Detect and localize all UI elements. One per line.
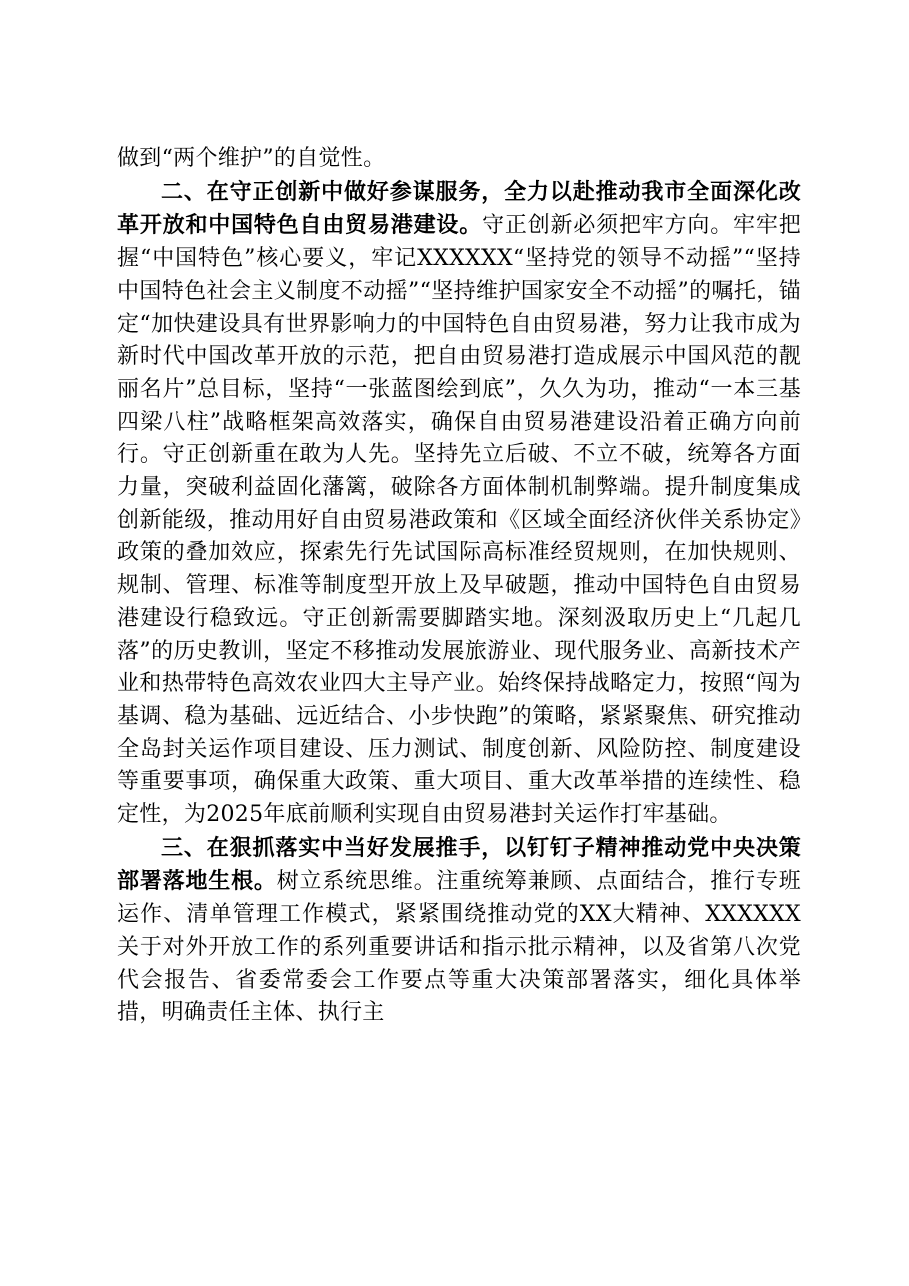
paragraph-2-text: 守正创新必须把牢方向。牢牢把握“中国特色”核心要义，牢记XXXXXX“坚持党的领导不动摇”“坚持中国特色社会主义制度不动摇”“坚持维护国家安全不动摇”的嘱托，锚定“加快建设具有世界影响力的中国特色自由贸易港，努力让我市成为新时代中国改革开放的示范，把自由贸易港打造成展示中国风范的靓丽名片”总目标，坚持“一张蓝图绘到底”，久久为功，推动“一本三基四梁八柱”战略框架高效落实，确保自由贸易港建设沿着正确方向前行。守正创新重在敢为人先。坚持先立后破、不立不破，统筹各方面力量，突破利益固化藩篱，破除各方面体制机制弊端。提升制度集成创新能级，推动用好自由贸易港政策和《区域全面经济伙伴关系协定》政策的叠加效应，探索先行先试国际高标准经贸规则，在加快规则、规制、管理、标准等制度型开放上及早破题，推动中国特色自由贸易港建设行稳致远。守正创新需要脚踏实地。深刻汲取历史上“几起几落”的历史教训，坚定不移推动发展旅游业、现代服务业、高新技术产业和热带特色高效农业四大主导产业。始终保持战略定力，按照“闯为基调、稳为基础、远近结合、小步快跑”的策略，紧紧聚焦、研究推动全岛封关运作项目建设、压力测试、制度创新、风险防控、制度建设等重要事项，确保重大政策、重大项目、重大改革举措的连续性、稳定性，为2025年底前顺利实现自由贸易港封关运作打牢基础。 [117,213,801,828]
section-heading-3: 三、在狠抓落实中当好发展推手，以钉钉子精神推动党中央决策部署落地生根。 [117,834,801,895]
paragraph-1-text: 做到“两个维护”的自觉性。 [117,146,386,171]
paragraph-1 [117,143,801,176]
paragraph-2 [117,176,801,832]
document-body [117,143,801,1030]
paragraph-3-text: 树立系统思维。注重统筹兼顾、点面结合，推行专班运作、清单管理工作模式，紧紧围绕推动党的XX大精神、XXXXXX关于对外开放工作的系列重要讲话和指示批示精神，以及省第八次党代会报告、省委常委会工作要点等重大决策部署落实，细化具体举措，明确责任主体、执行主 [117,869,801,1026]
section-heading-2: 二、在守正创新中做好参谋服务，全力以赴推动我市全面深化改革开放和中国特色自由贸易港建设。 [117,178,801,239]
paragraph-3 [117,832,801,1030]
